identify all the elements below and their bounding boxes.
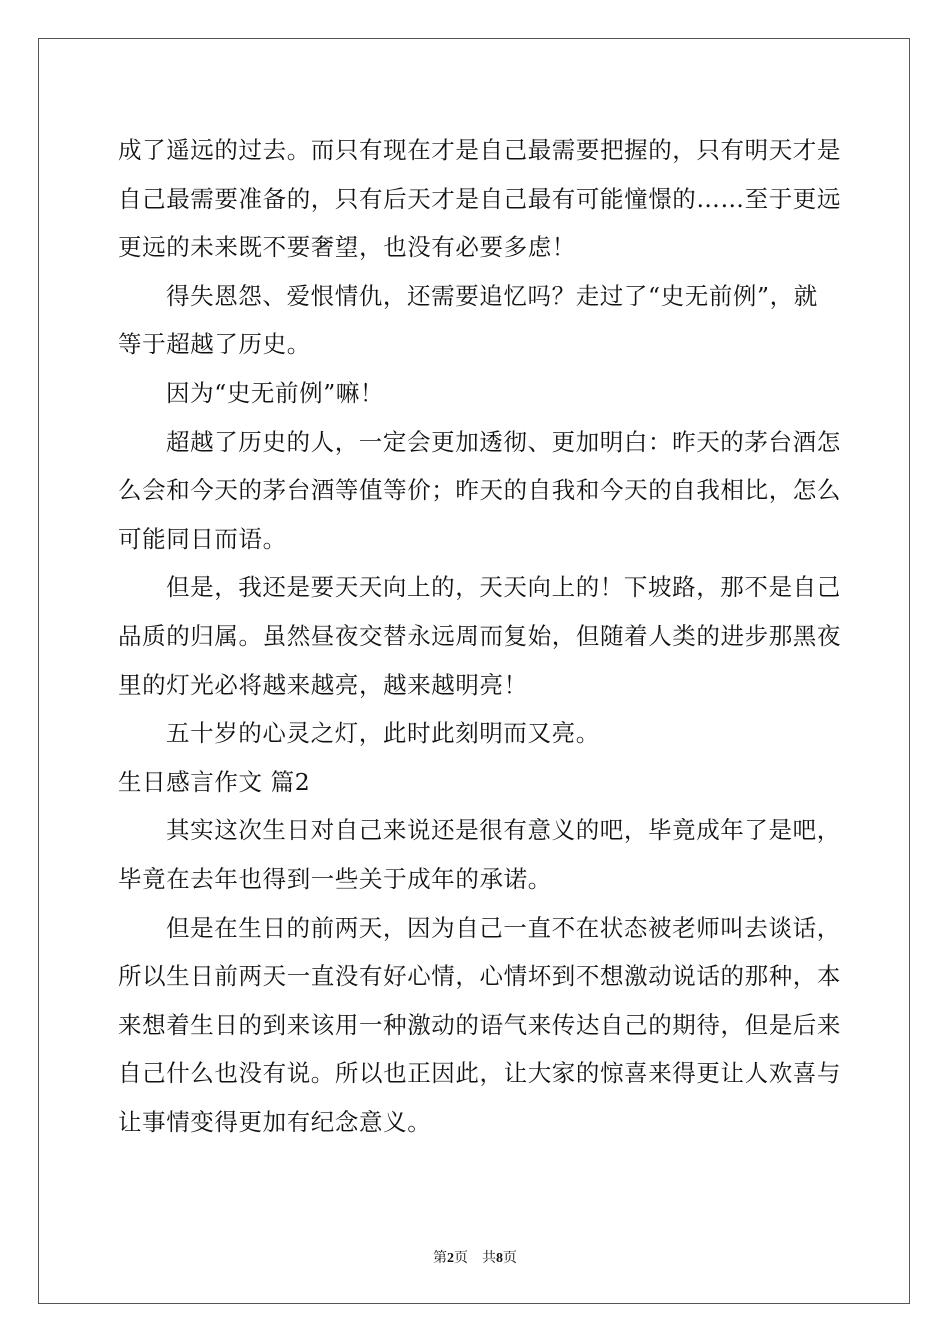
section-heading: 生日感言作文 篇2 (118, 767, 311, 796)
page-suffix: 页 (503, 1250, 517, 1266)
text-line: 里的灯光必将越来越亮，越来越明亮！ (118, 670, 528, 699)
page-number (0, 1247, 950, 1267)
text-line: 毕竟在去年也得到一些关于成年的承诺。 (118, 864, 552, 893)
text-line: 但是在生日的前两天，因为自己一直不在状态被老师叫去谈话， (166, 913, 841, 942)
text-line: 所以生日前两天一直没有好心情，心情坏到不想激动说话的那种，本 (118, 962, 841, 991)
text-line: 自己什么也没有说。所以也正因此，让大家的惊喜来得更让人欢喜与 (118, 1059, 841, 1088)
page-current: 2 (447, 1251, 454, 1266)
text-line: 么会和今天的茅台酒等值等价；昨天的自我和今天的自我相比，怎么 (118, 476, 841, 505)
text-line: 让事情变得更加有纪念意义。 (118, 1107, 432, 1136)
text-line: 超越了历史的人，一定会更加透彻、更加明白：昨天的茅台酒怎 (166, 427, 841, 456)
text-line: 自己最需要准备的，只有后天才是自己最有可能憧憬的……至于更远 (118, 184, 841, 213)
text-line: 品质的归属。虽然昼夜交替永远周而复始，但随着人类的进步那黑夜 (118, 621, 841, 650)
document-body (118, 126, 841, 1146)
page-total: 8 (496, 1251, 503, 1266)
text-line: 因为“史无前例”嘛！ (166, 378, 385, 407)
text-line: 其实这次生日对自己来说还是很有意义的吧，毕竟成年了是吧， (166, 816, 841, 845)
text-line: 成了遥远的过去。而只有现在才是自己最需要把握的，只有明天才是 (118, 136, 841, 164)
text-line: 等于超越了历史。 (118, 330, 311, 359)
text-line: 可能同日而语。 (118, 524, 287, 553)
text-line: 来想着生日的到来该用一种激动的语气来传达自己的期待，但是后来 (118, 1010, 841, 1039)
text-line: 五十岁的心灵之灯，此时此刻明而又亮。 (166, 719, 600, 748)
text-line: 更远的未来既不要奢望，也没有必要多虑！ (118, 233, 576, 262)
text-line: 但是，我还是要天天向上的，天天向上的！下坡路，那不是自己 (166, 573, 841, 602)
page-prefix: 第 (433, 1250, 447, 1266)
text-line: 得失恩怨、爱恨情仇，还需要追忆吗？走过了“史无前例”，就 (166, 281, 818, 310)
page-mid: 页 共 (454, 1250, 496, 1266)
